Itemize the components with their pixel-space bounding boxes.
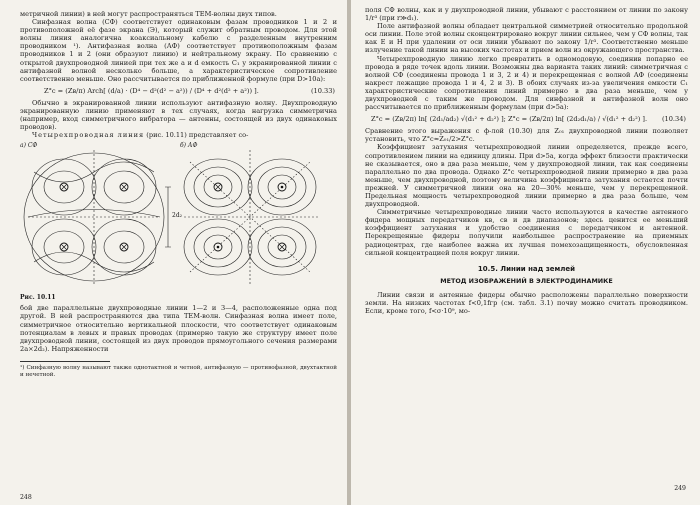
figure-10-11 [20, 142, 337, 292]
paragraph-text: (рис. 10.11) представляет со- [146, 131, 249, 140]
paragraph: Сравнение этого выражения с ф-лой (10.30) для Z₀₁ двухпроводной линии позволяет установить, что Z°c≈Z₀₁/2>Z°c. [365, 127, 688, 144]
paragraph: метричной линии) в ней могут распространяться ТЕМ-волны двух типов. [20, 10, 277, 18]
page-number: 249 [674, 485, 686, 492]
dimension-label: 2d₂ [172, 212, 183, 220]
page-number: 248 [20, 494, 32, 501]
paragraph: поля СФ волны, как и у двухпроводной линии, убывают с расстоянием от линии по закону 1/r³ (при r≫d₁). [365, 6, 688, 23]
formula-10-33 [20, 86, 337, 96]
paragraph: Линии связи и антенные фидеры обычно расположены параллельно поверхности земли. На низких частотах f<0,1fгр (см. табл. 3.1) почву можно считать проводником. Если, кроме того, f<σ·10⁹, мо- [365, 290, 688, 315]
footnote-divider [20, 361, 110, 362]
formula-10-34 [365, 114, 688, 124]
paragraph: Поле антифазной волны обладает центральной симметрией относительно продольной оси линии. Поле этой волны сконцентрировано вокруг линии сильнее, чем у СФ волны, так как E и H при удалении от оси линии убывают по закону 1/r³. Соответственно меньше излучение такой линии на высоких частотах и прием волн из окружающего пространства. [365, 22, 688, 55]
paragraph: Симметричные четырехпроводные линии часто используются в качестве антенного фидера мощных передатчиков кв, св и дв диапазонов; здесь ценится ее меньший коэффициент затухания и удобство соединения с передатчиком и антенной. Перекрещенные фидеры получили наибольшее распространение на приемных радиоцентрах, где наиболее важна их лучшая помехозащищенность, обусловленная сильной концентрацией поля вокруг линии. [365, 208, 688, 257]
figure-a-label: а) СФ [20, 142, 38, 150]
formula-body: Z°c = (Zв/π) Arch[ (d/a) · (D⁴ − d²(d² − a²)) / (D⁴ + d²(d² + a²)) ]. [44, 86, 259, 95]
section-title: 10.5. Линии над землей [477, 264, 576, 273]
formula-number: (10.33) [310, 86, 335, 95]
paragraph: Коэффициент затухания четырехпроводной линии определяется, прежде всего, сопротивлением линии на единицу длины. При d>5a, когда эффект близости практически не сказывается, оно в два раза меньше, чем у двухпроводной линии, так как соединены параллельно по два провода. Однако Z°c четырехпроводной линии примерно в два раза меньше, чем двухпроводной, поэтому величина коэффициента затухания остается почти прежней. У симметричной линии она на 20—30% меньше, чем у перекрещенной. Предельная мощность четырехпроводной линии примерно в два раза больше, чем двухпроводной. [365, 143, 688, 209]
paragraph: Обычно в экранированной линии используют антифазную волну. Двухпроводную экранированную линию применяют в тех случаях, когда нагрузка симметрична (например, вход симметричного вибратора — антенны, состоящей из двух одинаковых проводов). [20, 98, 337, 132]
paragraph: бой две параллельные двухпроводные линии 1—2 и 3—4, расположенные одна под другой. В ней распространяются два типа ТЕМ-волн. Синфазная волна имеет поле, симметричное относительно вертикальной плоскости, что соответствует одинаковым потенциалам в левых и правых проводах (примерно такую же структуру имеет поле двухпроводной линии, состоящей из двух проводов прямоугольного сечения размерами 2a×2d₂). Напряженности [20, 304, 337, 353]
subsection-title: МЕТОД ИЗОБРАЖЕНИЙ В ЭЛЕКТРОДИНАМИКЕ [440, 276, 613, 285]
left-page [0, 0, 347, 505]
figure-caption: Рис. 10.11 [20, 294, 56, 302]
footnote: ¹) Синфазную волну называют также однотактной и четной, антифазную — противофазной, двухтактной и нечетной. [20, 364, 337, 378]
right-page [351, 0, 700, 505]
formula-body: Z°c = (Zв/2π) ln[ (2d₁/ad₂) √(d₁² + d₂²) ]; Z°c = (Zв/2π) ln[ (2d₂d₁/a) / √(d₁² + d₂²) ]. [371, 115, 648, 124]
term: Четырехпроводная линия [32, 131, 145, 140]
paragraph: Четырехпроводную линию легко превратить в одномодовую, соединив попарно ее провода в ряде точек вдоль линии. Возможны два варианта таких линий: симметричная с волной СФ (соединены провода 1 и 3, 2 и 4) и перекрещенная с волной АФ (соединены накрест лежащие провода 1 и 4, 2 и 3). В обоих случаях из-за увеличения емкости C₁ характеристические сопротивления линий примерно в два раза меньше, чем у двухпроводной с таким же проводом. Для синфазной и антифазной волн оно рассчитывается по приближенным формулам (при d>5a): [365, 54, 688, 112]
paragraph [20, 131, 337, 139]
paragraph: Синфазная волна (СФ) соответствует одинаковым фазам проводников 1 и 2 и противоположной её фазе экрана (Э), который служит обратным проводом. Для этой волны линия аналогична коаксиальному кабелю с разделенным внутренним проводником ¹). Антифазная волна (АФ) соответствует противоположным фазам проводников 1 и 2 (они образуют линию) и нейтральному экрану. По сравнению с открытой двухпроводной линией при тех же a и d емкость C₁ у экранированной линии с антифазной волной несколько больше, а характеристическое сопротивление соответственно меньше. Оно рассчитывается по приближенной формуле (при D>10a): [20, 18, 337, 83]
formula-number: (10.34) [661, 115, 686, 124]
figure-b-label: б) АФ [180, 142, 198, 150]
